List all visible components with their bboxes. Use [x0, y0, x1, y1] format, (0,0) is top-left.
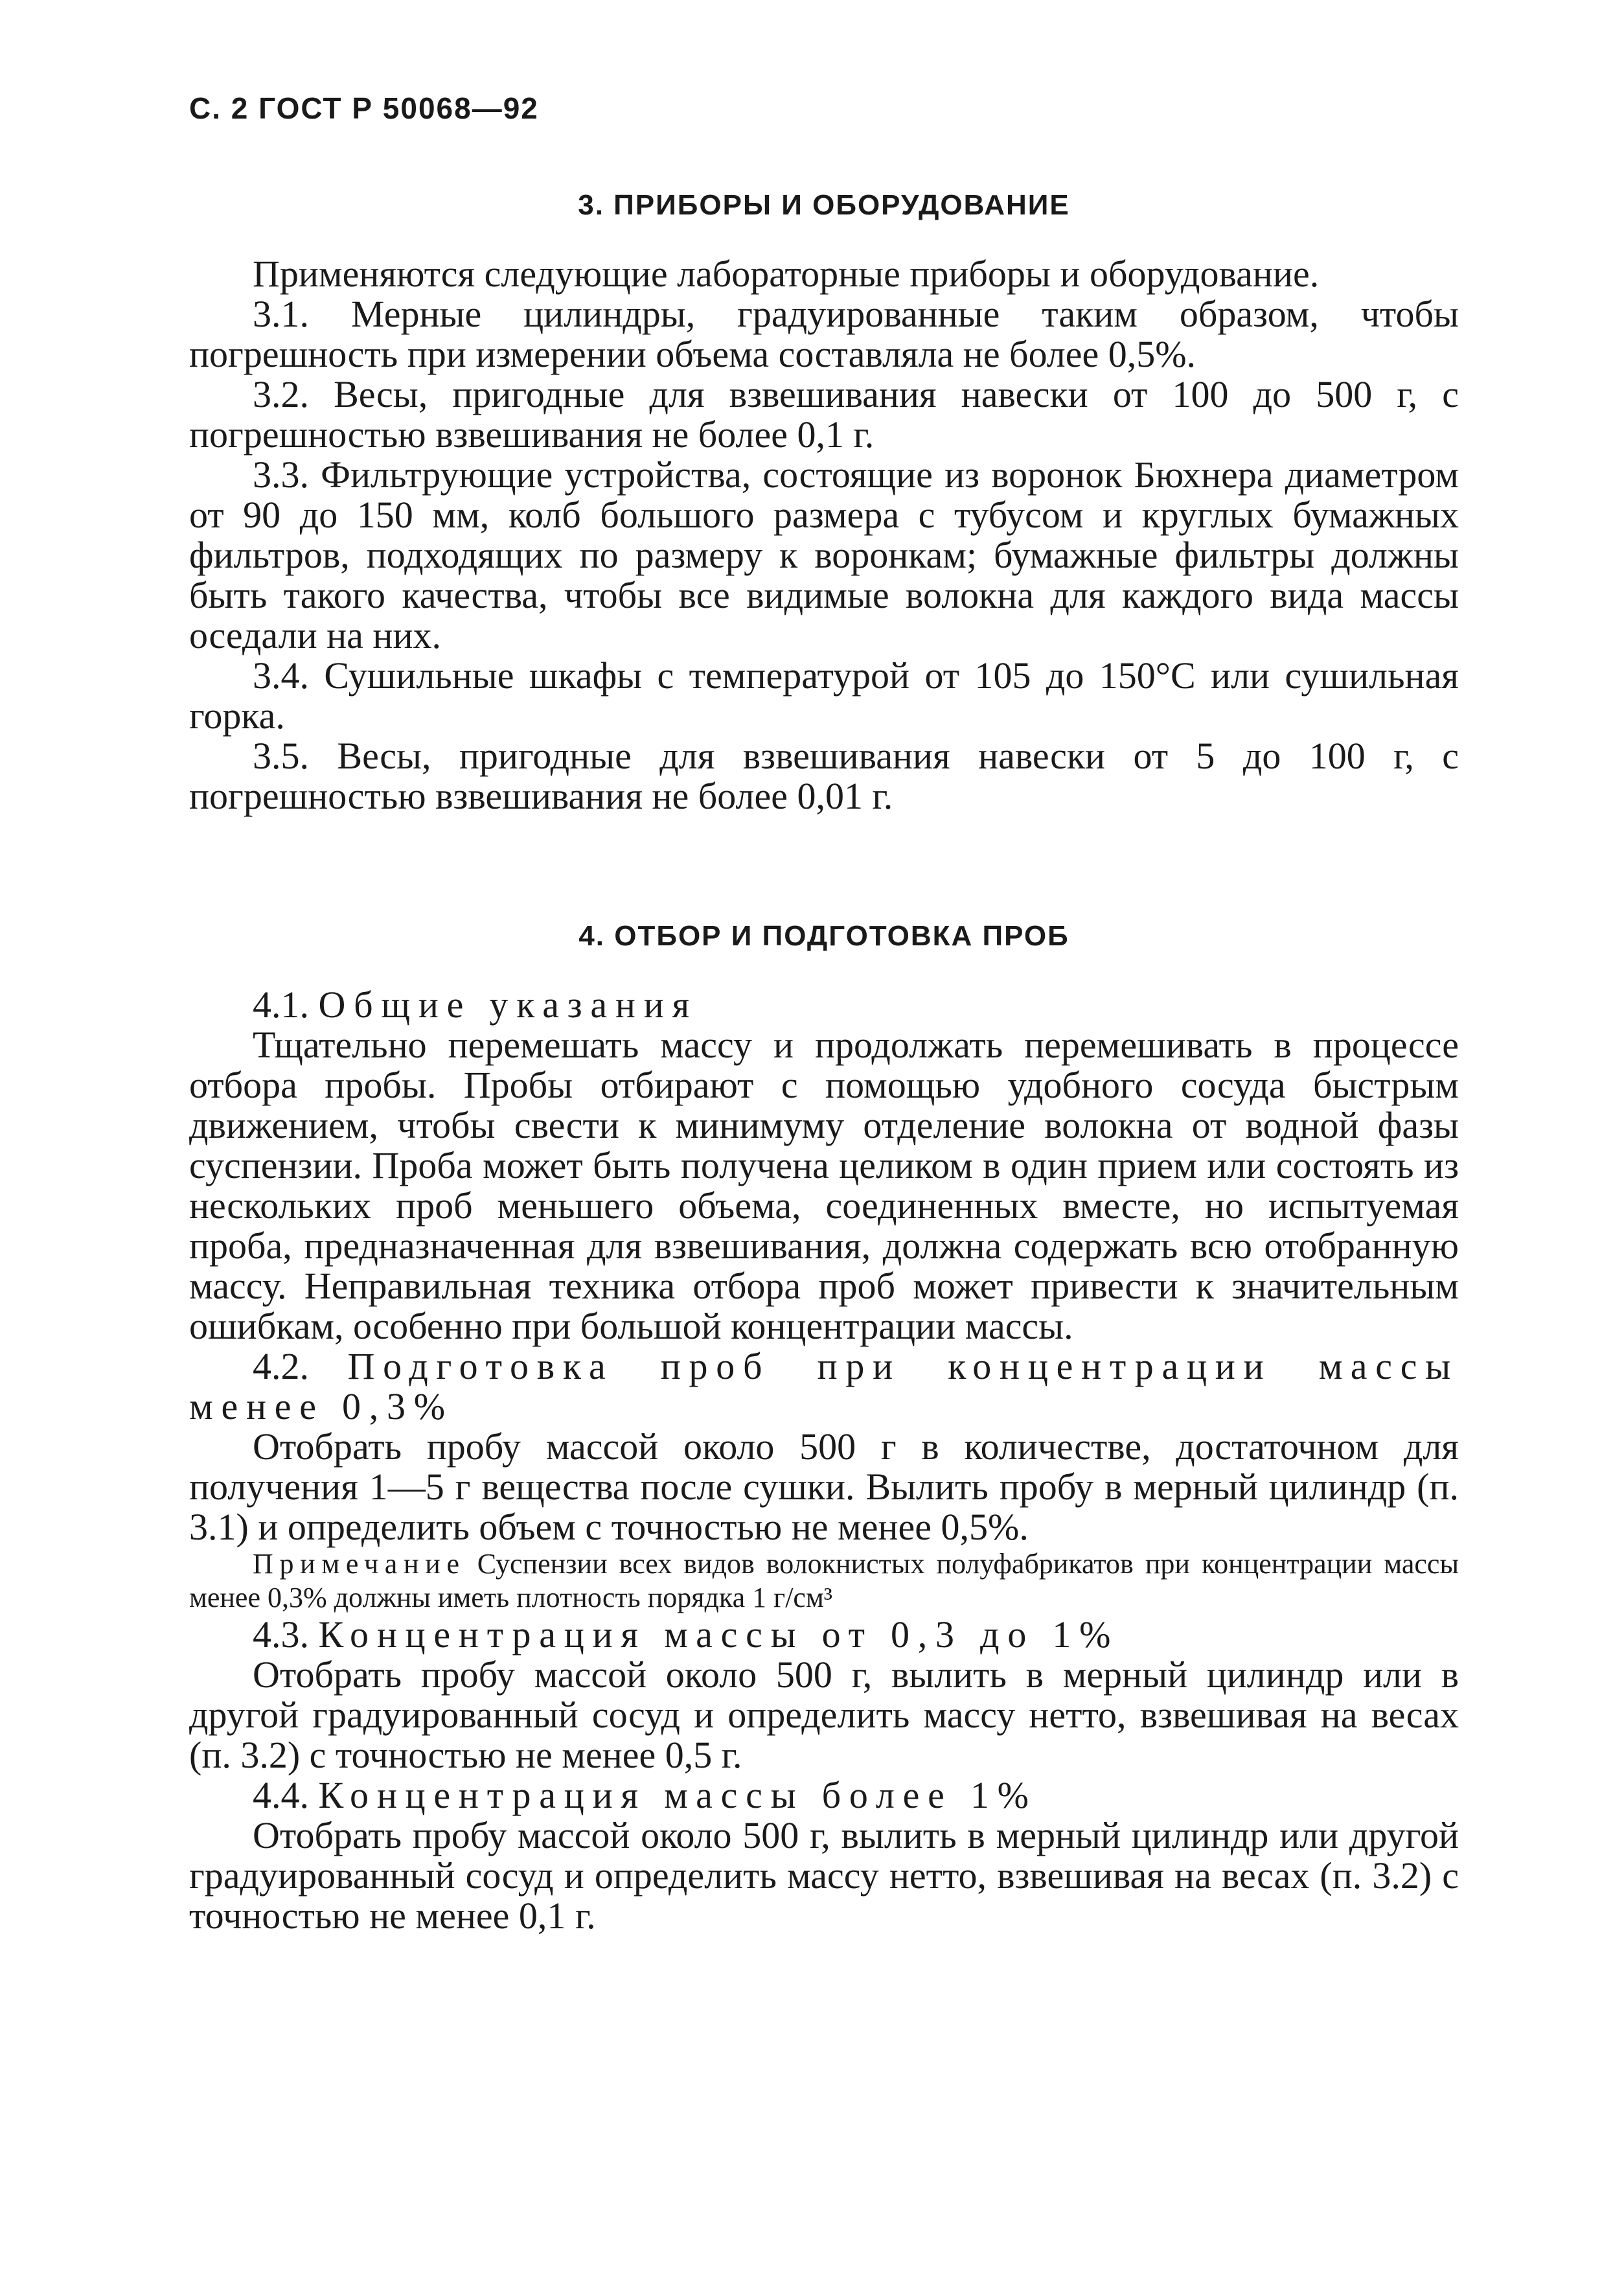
section-3-body	[189, 254, 1459, 816]
subsection-4-4-heading: 4.4. Концентрация массы более 1%	[253, 1774, 1037, 1816]
subsection-4-2-heading: 4.2. Подготовка проб при концентрации массы менее 0,3%	[189, 1345, 1459, 1427]
item-3-3: 3.3. Фильтрующие устройства, состоящие из воронок Бюхнера диаметром от 90 до 150 мм, колб большого размера с тубусом и круглых бумажных фильтров, подходящих по размеру к воронкам; бумажные фильтры должны быть такого качества, чтобы все видимые волокна для каждого вида массы оседали на них.	[189, 454, 1459, 656]
item-3-4: 3.4. Сушильные шкафы с температурой от 105 до 150°С или сушильная горка.	[189, 654, 1459, 737]
page-header: С. 2 ГОСТ Р 50068—92	[189, 91, 539, 125]
item-3-1: 3.1. Мерные цилиндры, градуированные таким образом, чтобы погрешность при измерении объема составляла не более 0,5%.	[189, 293, 1459, 375]
subsection-4-1-heading: 4.1. Общие указания	[253, 984, 698, 1026]
section-4-title: 4. ОТБОР И ПОДГОТОВКА ПРОБ	[578, 920, 1069, 952]
subsection-4-2-text: Отобрать пробу массой около 500 г в количестве, достаточном для получения 1—5 г вещества после сушки. Вылить пробу в мерный цилиндр (п. 3.1) и определить объем с точностью не менее 0,5%.	[189, 1425, 1459, 1548]
section-4-body	[189, 985, 1459, 1936]
subsection-4-3-text: Отобрать пробу массой около 500 г, вылить в мерный цилиндр или в другой градуированный сосуд и определить массу нетто, взвешивая на весах (п. 3.2) с точностью не менее 0,5 г.	[189, 1654, 1459, 1776]
item-3-5: 3.5. Весы, пригодные для взвешивания навески от 5 до 100 г, с погрешностью взвешивания не более 0,01 г.	[189, 735, 1459, 817]
section-3-intro: Применяются следующие лабораторные приборы и оборудование.	[253, 253, 1320, 295]
item-3-2: 3.2. Весы, пригодные для взвешивания навески от 100 до 500 г, с погрешностью взвешивания не более 0,1 г.	[189, 373, 1459, 456]
note: Примечание Суспензии всех видов волокнистых полуфабрикатов при концентрации массы менее 0,3% должны иметь плотность порядка 1 г/см³	[189, 1548, 1459, 1613]
section-3-title: 3. ПРИБОРЫ И ОБОРУДОВАНИЕ	[578, 189, 1070, 221]
subsection-4-1-text: Тщательно перемешать массу и продолжать перемешивать в процессе отбора пробы. Пробы отбирают с помощью удобного сосуда быстрым движением, чтобы свести к минимуму отделение волокна от водной фазы суспензии. Проба может быть получена целиком в один прием или состоять из нескольких проб меньшего объема, соединенных вместе, но испытуемая проба, предназначенная для взвешивания, должна содержать всю отобранную массу. Неправильная техника отбора проб может привести к значительным ошибкам, особенно при большой концентрации массы.	[189, 1024, 1459, 1347]
subsection-4-3-heading: 4.3. Концентрация массы от 0,3 до 1%	[253, 1613, 1119, 1655]
subsection-4-4-text: Отобрать пробу массой около 500 г, вылить в мерный цилиндр или другой градуированный сосуд и определить массу нетто, взвешивая на весах (п. 3.2) с точностью не менее 0,1 г.	[189, 1814, 1459, 1937]
